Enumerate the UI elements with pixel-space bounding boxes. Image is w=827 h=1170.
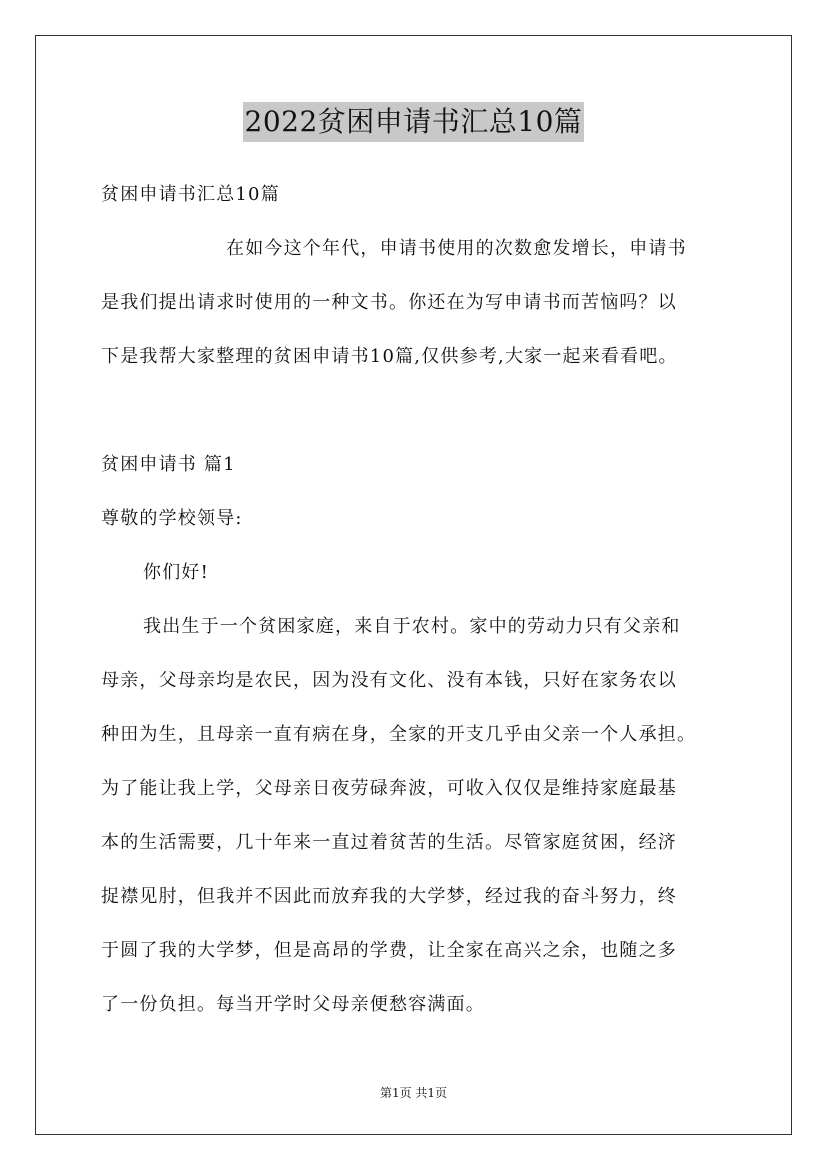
document-subtitle: 贫困申请书汇总10篇 — [101, 184, 280, 205]
body-line: 我出生于一个贫困家庭，来自于农村。家中的劳动力只有父亲和 — [143, 616, 681, 637]
salutation: 尊敬的学校领导: — [101, 508, 243, 529]
intro-line: 下是我帮大家整理的贫困申请书10篇,仅供参考,大家一起来看看吧。 — [101, 346, 678, 367]
body-line: 种田为生，且母亲一直有病在身，全家的开支几乎由父亲一个人承担。 — [101, 724, 697, 745]
title-container — [0, 102, 827, 142]
document-title: 2022贫困申请书汇总10篇 — [243, 102, 585, 142]
page-footer: 第1页 共1页 — [379, 1086, 448, 1100]
greeting: 你们好! — [143, 562, 210, 583]
intro-line: 是我们提出请求时使用的一种文书。你还在为写申请书而苦恼吗？以 — [101, 292, 677, 313]
body-line: 了一份负担。每当开学时父母亲便愁容满面。 — [101, 994, 485, 1015]
body-line: 捉襟见肘，但我并不因此而放弃我的大学梦，经过我的奋斗努力，终 — [101, 886, 677, 907]
section-heading: 贫困申请书 篇1 — [101, 454, 236, 475]
body-line: 为了能让我上学，父母亲日夜劳碌奔波，可收入仅仅是维持家庭最基 — [101, 778, 677, 799]
body-line: 于圆了我的大学梦，但是高昂的学费，让全家在高兴之余，也随之多 — [101, 940, 677, 961]
intro-line: 在如今这个年代，申请书使用的次数愈发增长，申请书 — [226, 238, 687, 259]
body-line: 母亲，父母亲均是农民，因为没有文化、没有本钱，只好在家务农以 — [101, 670, 677, 691]
body-line: 本的生活需要，几十年来一直过着贫苦的生活。尽管家庭贫困，经济 — [101, 832, 677, 853]
